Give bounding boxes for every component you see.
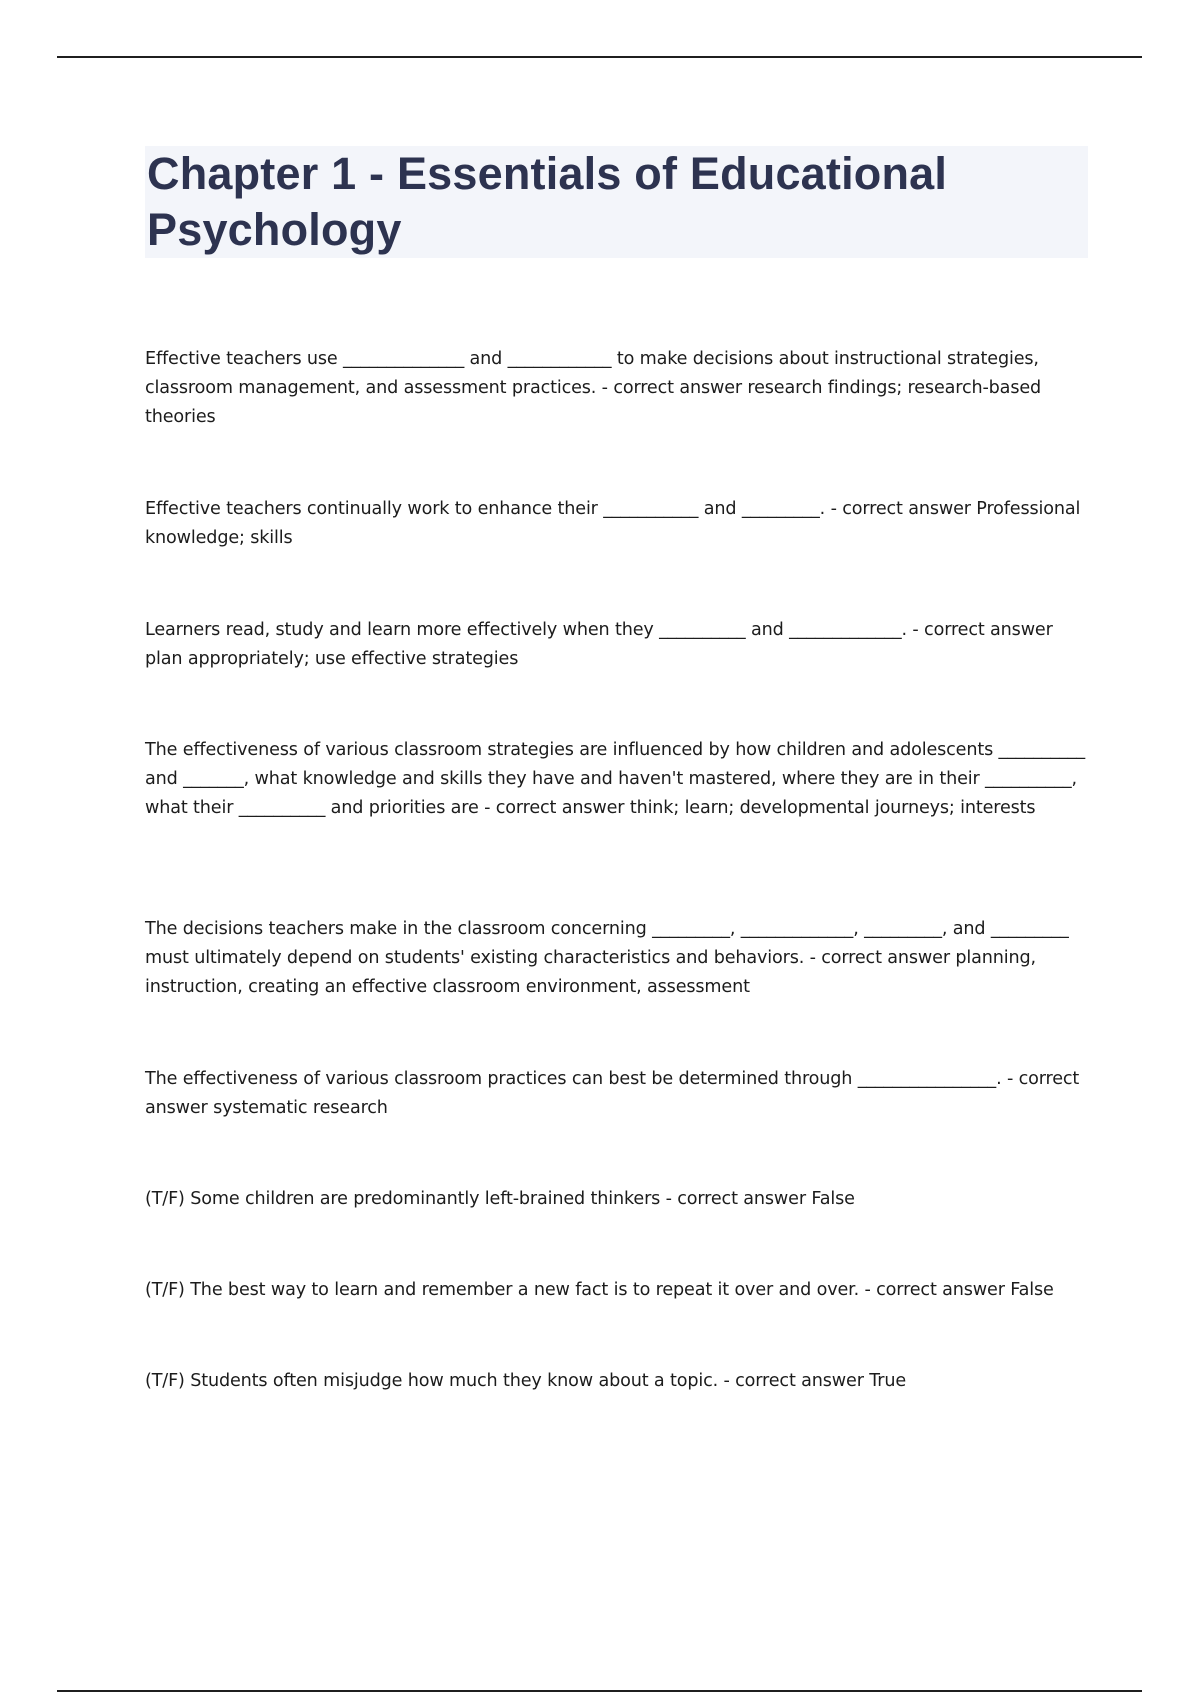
question-item-9: (T/F) Students often misjudge how much they know about a topic. - correct answer True — [145, 1371, 906, 1391]
question-item-8: (T/F) The best way to learn and remember a new fact is to repeat it over and over. - correct answer False — [145, 1280, 1054, 1300]
question-item-2: Effective teachers continually work to enhance their ___________ and _________. - correct answer Professional knowledge; skills — [145, 499, 1081, 548]
question-item-5: The decisions teachers make in the classroom concerning _________, _____________, _________, and _________ must ultimately depend on students' existing characteristics and behaviors. - correct answer planning, instruction, creating an effective classroom environment, assessment — [145, 919, 1069, 997]
question-item-4: The effectiveness of various classroom strategies are influenced by how children and adolescents __________ and _______, what knowledge and skills they have and haven't mastered, where they are in their __________, what their __________ and priorities are - correct answer think; learn; developmental journeys; interests — [145, 740, 1086, 818]
question-item-1: Effective teachers use ______________ and ____________ to make decisions about instructional strategies, classroom management, and assessment practices. - correct answer research findings; research-based theories — [145, 349, 1042, 427]
page-title: Chapter 1 - Essentials of Educational Psychology — [147, 148, 948, 255]
bottom-divider — [57, 1690, 1142, 1692]
question-item-3: Learners read, study and learn more effectively when they __________ and _____________. - correct answer plan appropriately; use effective strategies — [145, 620, 1053, 669]
top-divider — [57, 56, 1142, 58]
question-item-7: (T/F) Some children are predominantly left-brained thinkers - correct answer False — [145, 1189, 855, 1209]
question-item-6: The effectiveness of various classroom practices can best be determined through ________________. - correct answer systematic research — [145, 1069, 1080, 1118]
title-block — [145, 146, 1088, 258]
